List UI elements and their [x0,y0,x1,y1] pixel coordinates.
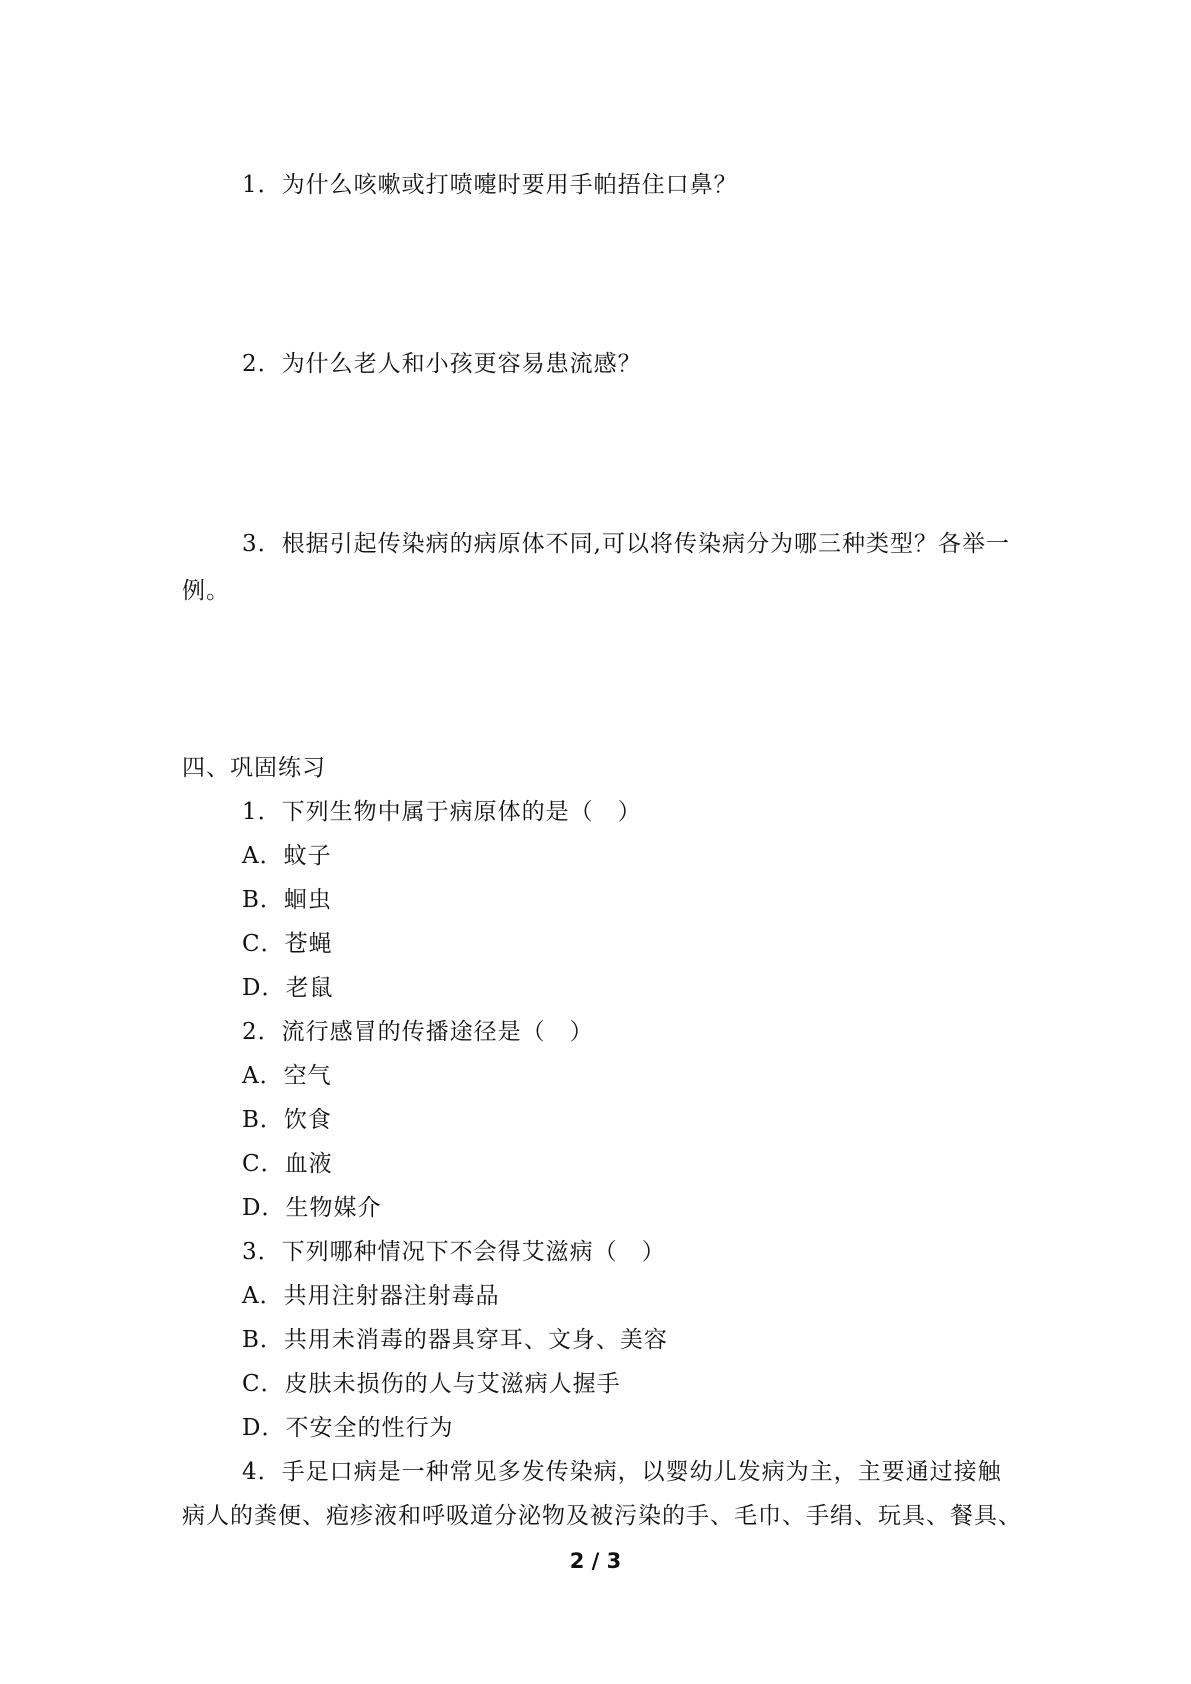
exercise-3-question: 3．下列哪种情况下不会得艾滋病（ ） [242,1239,666,1265]
question-3-line-1: 3．根据引起传染病的病原体不同,可以将传染病分为哪三种类型？各举一 [242,531,1010,557]
exercise-4-line-1: 4．手足口病是一种常见多发传染病，以婴幼儿发病为主，主要通过接触 [242,1459,1002,1485]
exercise-3-option-c: C．皮肤未损伤的人与艾滋病人握手 [242,1371,621,1397]
exercise-1-question: 1．下列生物中属于病原体的是（ ） [242,799,642,825]
question-2: 2．为什么老人和小孩更容易患流感？ [242,351,642,377]
exercise-4-line-2: 病人的粪便、疱疹液和呼吸道分泌物及被污染的手、毛巾、手绢、玩具、餐具、 [182,1503,1022,1529]
exercise-3-option-a: A．共用注射器注射毒品 [242,1283,500,1309]
exercise-1-option-b: B．蛔虫 [242,887,332,913]
exercise-1-option-d: D．老鼠 [242,975,334,1001]
section-heading: 四、巩固练习 [182,755,326,781]
exercise-2-option-b: B．饮食 [242,1107,332,1133]
exercise-1-option-c: C．苍蝇 [242,931,333,957]
exercise-2-option-d: D．生物媒介 [242,1195,382,1221]
exercise-3-option-d: D．不安全的性行为 [242,1415,454,1441]
exercise-1-option-a: A．蚊子 [242,843,332,869]
exercise-2-question: 2．流行感冒的传播途径是（ ） [242,1019,594,1045]
page-number: 2 / 3 [569,1549,622,1573]
exercise-2-option-a: A．空气 [242,1063,332,1089]
exercise-2-option-c: C．血液 [242,1151,333,1177]
question-3-line-2: 例。 [182,578,230,604]
exercise-3-option-b: B．共用未消毒的器具穿耳、文身、美容 [242,1327,668,1353]
question-1: 1．为什么咳嗽或打喷嚏时要用手帕捂住口鼻？ [242,172,738,198]
